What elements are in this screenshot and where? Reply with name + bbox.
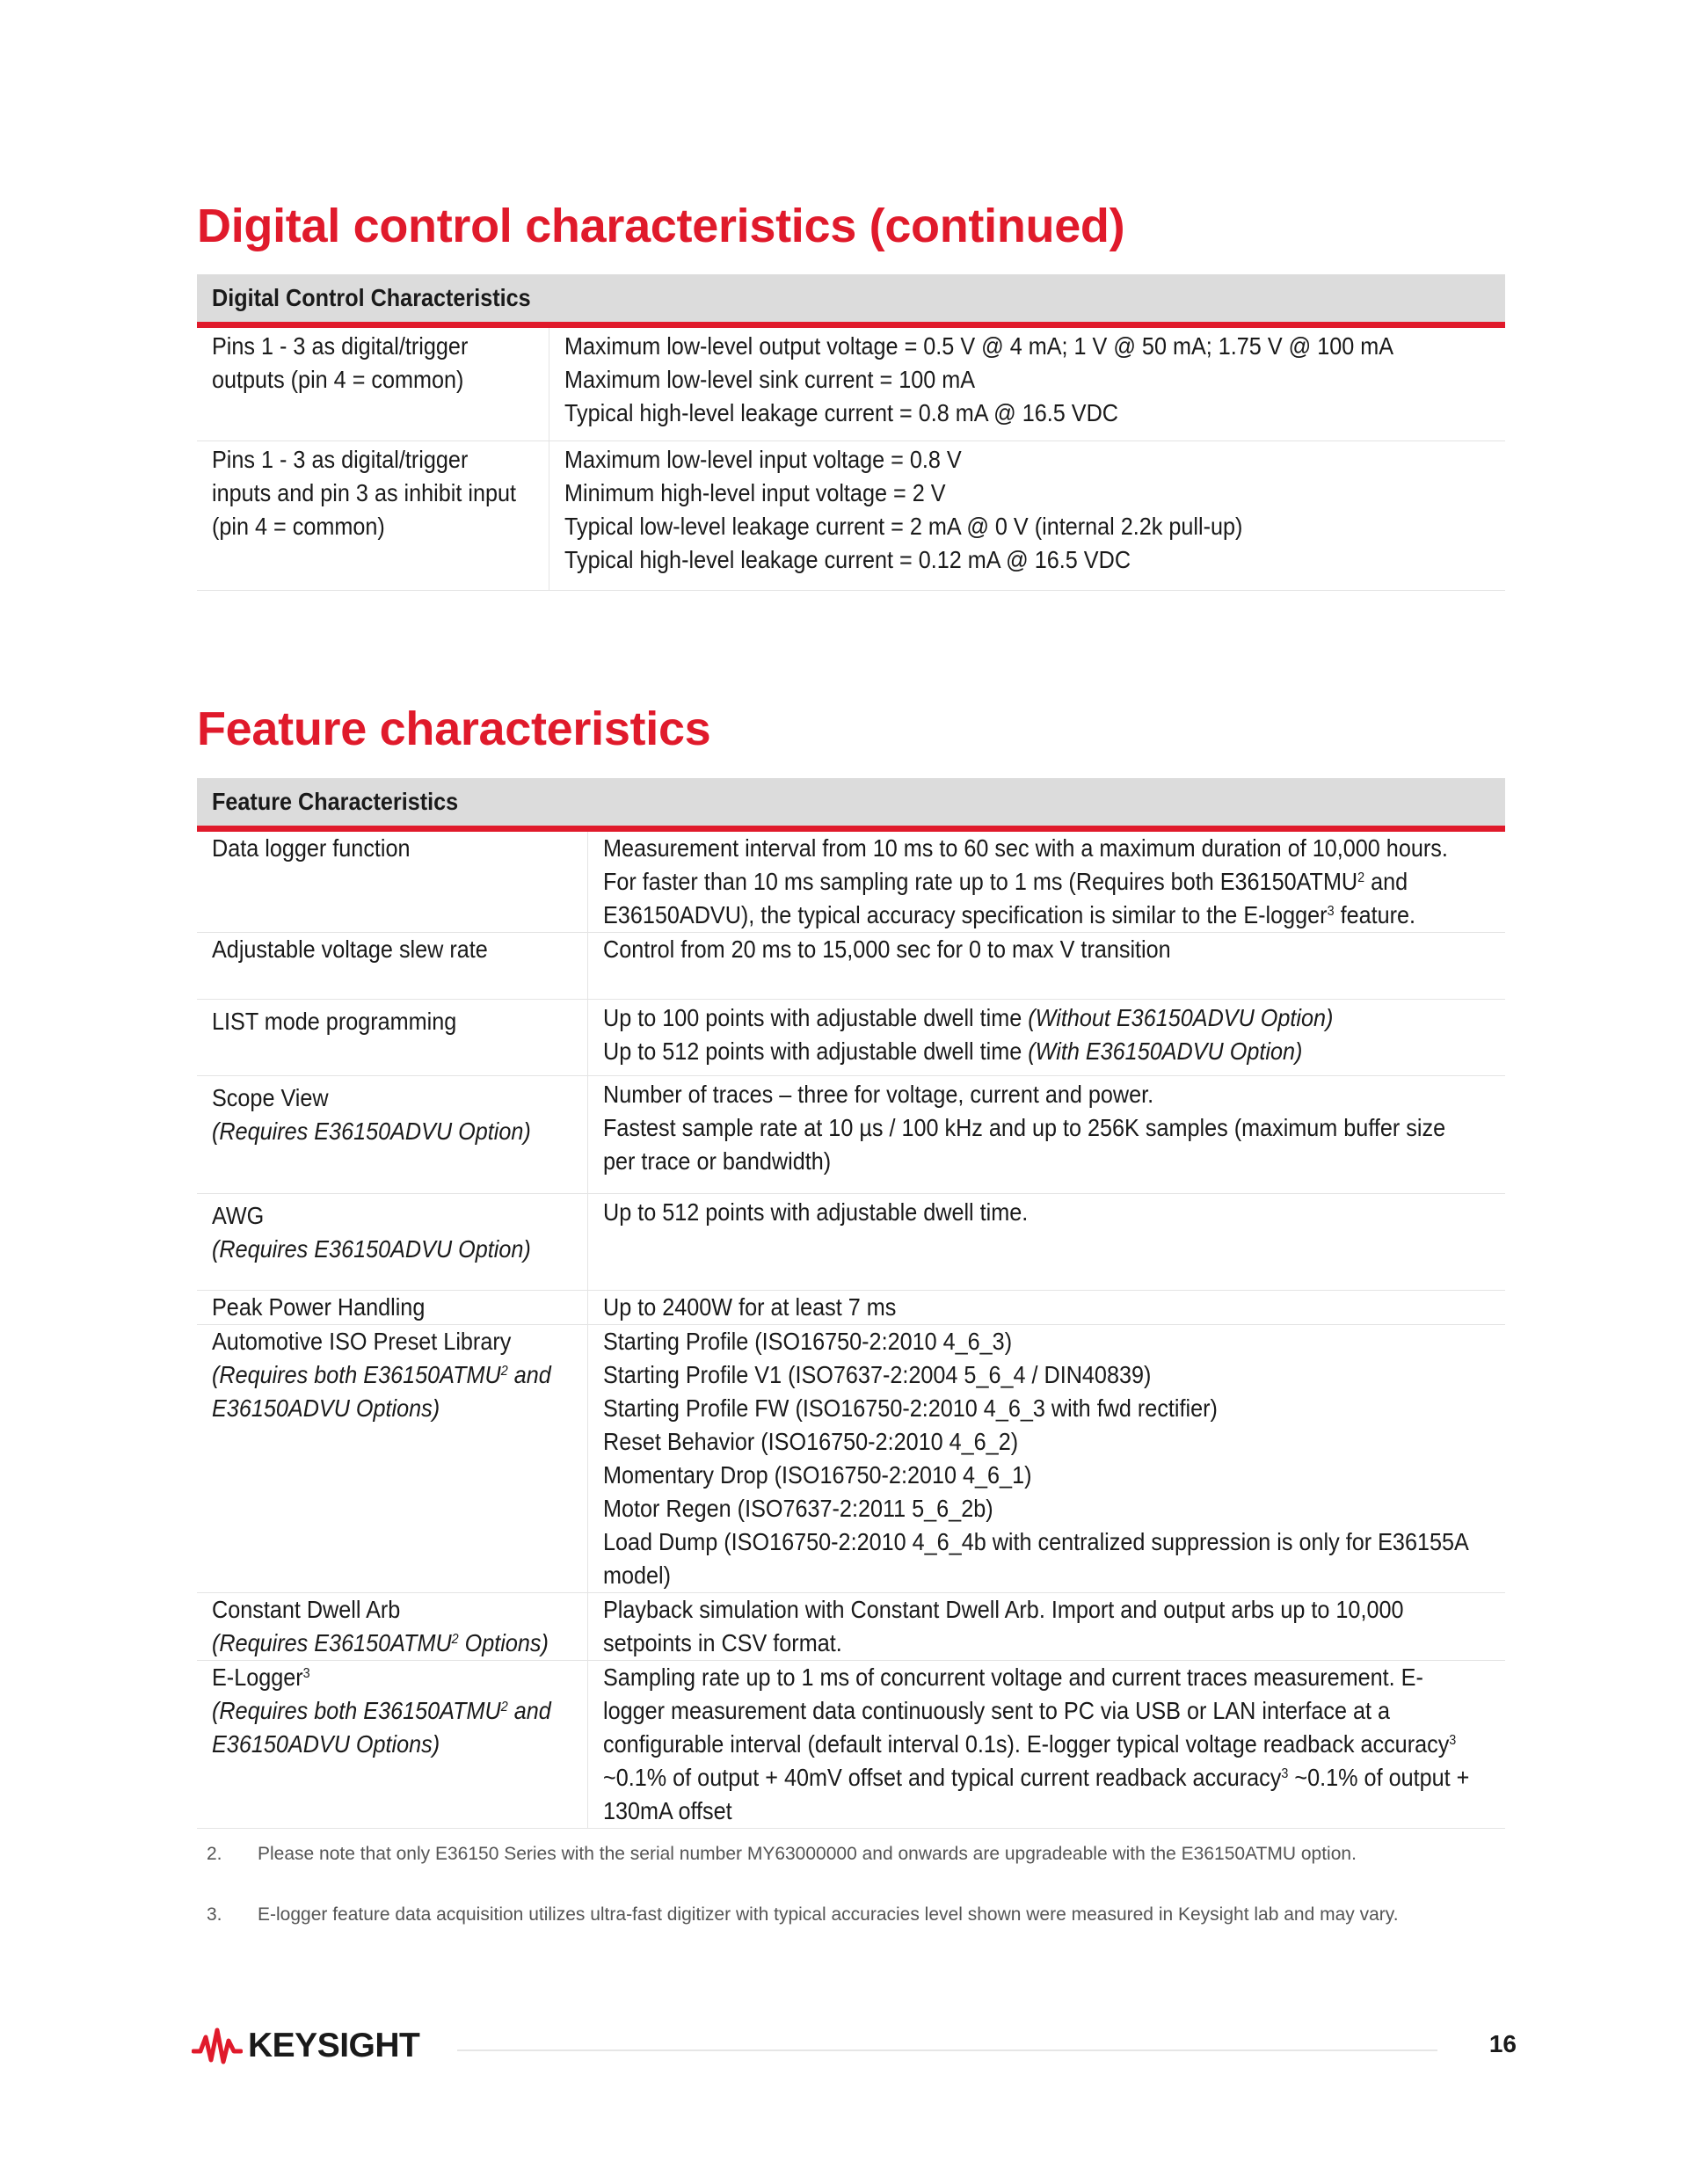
section-heading-feature: Feature characteristics (197, 703, 711, 755)
row-value-line: setpoints in CSV format. (602, 1629, 842, 1656)
table-header: Digital Control Characteristics (197, 274, 1505, 325)
row-value-line: Maximum low-level output voltage = 0.5 V @ 4 mA; 1 V @ 50 mA; 1.75 V @ 100 mA (564, 332, 1393, 360)
row-label-note: (Requires E36150ADVU Option) (212, 1235, 531, 1263)
row-value-line: Reset Behavior (ISO16750-2:2010 4_6_2) (602, 1428, 1018, 1455)
digital-control-table (197, 274, 1505, 591)
row-value-line: Up to 2400W for at least 7 ms (602, 1293, 896, 1321)
row-label-note: (Requires E36150ADVU Option) (212, 1117, 531, 1145)
row-value-line: Up to 512 points with adjustable dwell time. (602, 1198, 1028, 1226)
footer-divider (457, 2049, 1437, 2051)
row-value-line: Starting Profile FW (ISO16750-2:2010 4_6_3 with fwd rectifier) (602, 1394, 1218, 1422)
row-value-line: configurable interval (default interval 0.1s). E-logger typical voltage readback accuracy$^3$ (602, 1730, 1456, 1758)
row-label-line: inputs and pin 3 as inhibit input (212, 479, 517, 506)
row-value-line: Load Dump (ISO16750-2:2010 4_6_4b with centralized suppression is only for E36155A (602, 1528, 1469, 1555)
row-value-line: Momentary Drop (ISO16750-2:2010 4_6_1) (602, 1461, 1031, 1489)
row-value-line: Number of traces – three for voltage, current and power. (602, 1081, 1153, 1108)
row-value-line: Typical high-level leakage current = 0.12 mA @ 16.5 VDC (564, 546, 1131, 573)
row-label: Peak Power Handling (212, 1293, 426, 1321)
table-row (197, 1661, 1505, 1829)
row-value-line: Measurement interval from 10 ms to 60 sec with a maximum duration of 10,000 hours. (602, 834, 1448, 862)
row-value-line: Motor Regen (ISO7637-2:2011 5_6_2b) (602, 1495, 993, 1522)
table-header: Feature Characteristics (197, 778, 1505, 829)
row-value-line: Starting Profile (ISO16750-2:2010 4_6_3) (602, 1328, 1012, 1355)
keysight-wave-icon (192, 2025, 243, 2067)
row-label-note: (Requires both E36150ATMU$^2$ and (212, 1361, 551, 1388)
row-value-line: per trace or bandwidth) (602, 1147, 831, 1175)
row-value-line: Sampling rate up to 1 ms of concurrent voltage and current traces measurement. E- (602, 1663, 1423, 1691)
row-label-line: outputs (pin 4 = common) (212, 366, 464, 393)
row-label-note: E36150ADVU Options) (212, 1394, 440, 1422)
row-label-line: Pins 1 - 3 as digital/trigger (212, 446, 469, 473)
row-value-line: logger measurement data continuously sent to PC via USB or LAN interface at a (602, 1697, 1390, 1724)
row-label: Constant Dwell Arb (212, 1596, 401, 1623)
row-label: AWG (212, 1202, 265, 1229)
row-value-line: E36150ADVU), the typical accuracy specification is similar to the E-logger$^3$ feature. (602, 901, 1415, 928)
section-heading-digital-control: Digital control characteristics (continued) (197, 200, 1125, 252)
row-label: E-Logger$^3$ (212, 1663, 310, 1691)
row-value-line: Typical high-level leakage current = 0.8 mA @ 16.5 VDC (564, 399, 1118, 426)
table-row (197, 933, 1505, 1000)
page-number: 16 (1488, 2030, 1517, 2057)
row-label: Adjustable voltage slew rate (212, 935, 488, 963)
table-row (197, 325, 1505, 441)
row-value-line: Maximum low-level input voltage = 0.8 V (564, 446, 962, 473)
table-row (197, 1291, 1505, 1325)
row-value-line: ~0.1% of output + 40mV offset and typical current readback accuracy$^3$ ~0.1% of output + (602, 1764, 1469, 1791)
row-value-line: For faster than 10 ms sampling rate up to 1 ms (Requires both E36150ATMU$^2$ and (602, 868, 1408, 895)
table-row (197, 441, 1505, 591)
row-value-line: Maximum low-level sink current = 100 mA (564, 366, 975, 393)
table-row (197, 1593, 1505, 1661)
table-row (197, 1325, 1505, 1593)
feature-table (197, 778, 1505, 1829)
row-label: Data logger function (212, 834, 411, 862)
row-label-note: (Requires both E36150ATMU$^2$ and (212, 1697, 551, 1724)
keysight-logo: KEYSIGHT (192, 2025, 419, 2067)
table-row (197, 829, 1505, 933)
table-row (197, 1000, 1505, 1076)
row-value-line: Minimum high-level input voltage = 2 V (564, 479, 946, 506)
row-value-line: Playback simulation with Constant Dwell Arb. Import and output arbs up to 10,000 (602, 1596, 1404, 1623)
row-value-line: Control from 20 ms to 15,000 sec for 0 to max V transition (602, 935, 1171, 963)
row-label: LIST mode programming (212, 1008, 457, 1035)
footnote-2: 2. Please note that only E36150 Series with the serial number MY63000000 and onwards are upgradeable with the E36150ATMU option. (207, 1844, 1357, 1864)
row-value-line: Typical low-level leakage current = 2 mA @ 0 V (internal 2.2k pull-up) (564, 513, 1242, 540)
footnote-3: 3. E-logger feature data acquisition utilizes ultra-fast digitizer with typical accuracies level shown were measured in Keysight lab and may vary. (207, 1904, 1399, 1925)
row-label: Automotive ISO Preset Library (212, 1328, 512, 1355)
table-row (197, 1194, 1505, 1291)
row-value-line: Up to 512 points with adjustable dwell time (With E36150ADVU Option) (602, 1037, 1302, 1065)
row-value-line: model) (602, 1562, 671, 1589)
row-label: Scope View (212, 1084, 329, 1111)
row-value-line: Up to 100 points with adjustable dwell time (Without E36150ADVU Option) (602, 1004, 1333, 1031)
row-label-line: Pins 1 - 3 as digital/trigger (212, 332, 469, 360)
table-row (197, 1076, 1505, 1194)
row-value-line: 130mA offset (602, 1797, 732, 1824)
row-label-line: (pin 4 = common) (212, 513, 385, 540)
row-value-line: Fastest sample rate at 10 µs / 100 kHz and up to 256K samples (maximum buffer size (602, 1114, 1445, 1141)
row-label-note: (Requires E36150ATMU$^2$ Options) (212, 1629, 549, 1656)
row-label-note: E36150ADVU Options) (212, 1730, 440, 1758)
row-value-line: Starting Profile V1 (ISO7637-2:2004 5_6_4 / DIN40839) (602, 1361, 1151, 1388)
